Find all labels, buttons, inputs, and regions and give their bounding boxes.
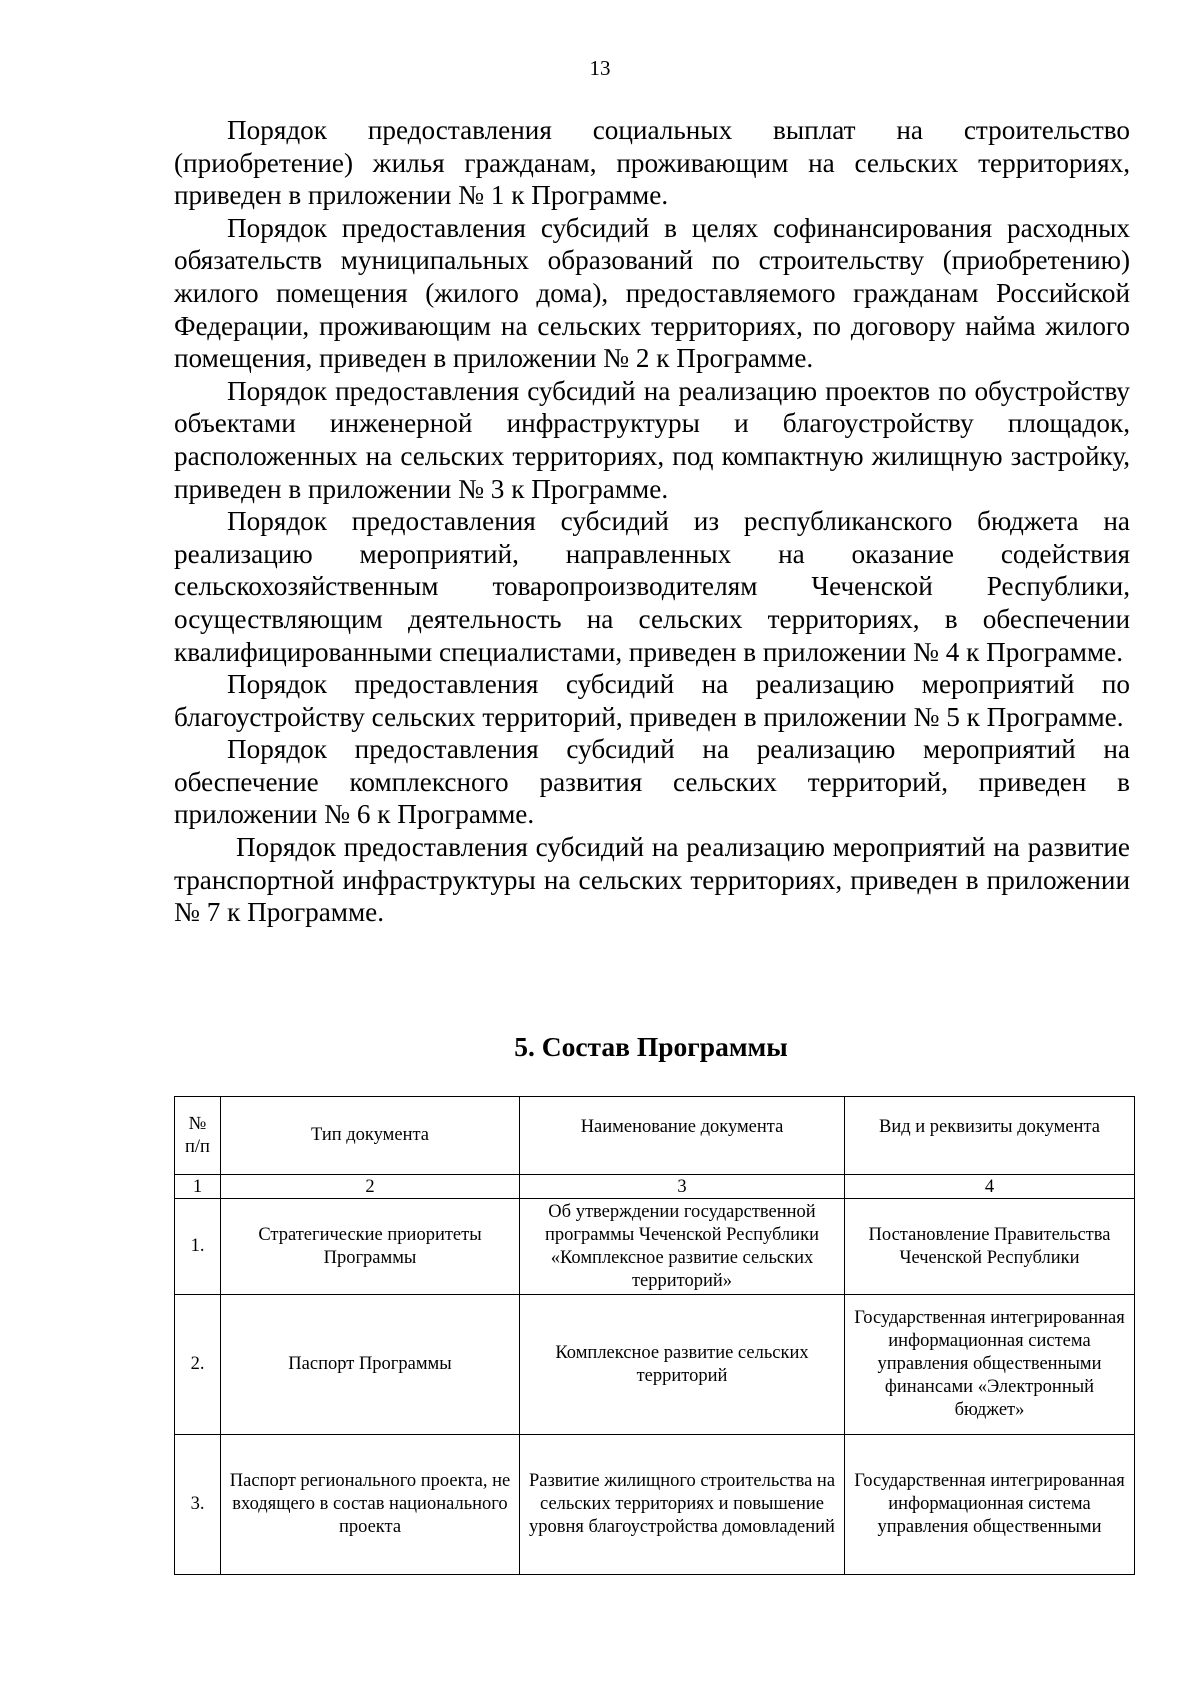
table-row	[175, 1295, 1135, 1435]
body-text	[174, 114, 1130, 929]
column-number: 2	[221, 1175, 520, 1199]
row-number: 1.	[175, 1199, 221, 1295]
column-number: 3	[520, 1175, 845, 1199]
table-row	[175, 1435, 1135, 1575]
row-number: 3.	[175, 1435, 221, 1575]
column-number: 4	[845, 1175, 1135, 1199]
row-type: Паспорт регионального проекта, не входящего в состав национального проекта	[221, 1435, 520, 1575]
row-type: Стратегические приоритеты Программы	[221, 1199, 520, 1295]
paragraph-appendix-2: Порядок предоставления субсидий в целях софинансирования расходных обязательств муниципальных образований по строительству (приобретению) жилого помещения (жилого дома), предоставляемого гражданам Российской Федерации, проживающим на сельских территориях, по договору найма жилого помещения, приведен в приложении № 2 к Программе.	[174, 212, 1130, 374]
header-name	[520, 1097, 845, 1175]
paragraph-appendix-3: Порядок предоставления субсидий на реализацию проектов по обустройству объектами инженерной инфраструктуры и благоустройству площадок, расположенных на сельских территориях, под компактную жилищную застройку, приведен в приложении № 3 к Программе.	[174, 375, 1130, 504]
program-composition-table	[174, 1096, 1135, 1575]
header-name-label: Наименование документа	[580, 1117, 784, 1137]
paragraph-appendix-6: Порядок предоставления субсидий на реализацию мероприятий на обеспечение комплексного развития сельских территорий, приведен в приложении № 6 к Программе.	[174, 734, 1130, 830]
row-requisites: Постановление Правительства Чеченской Республики	[845, 1199, 1135, 1295]
row-name: Комплексное развитие сельских территорий	[520, 1295, 845, 1435]
paragraph-appendix-4: Порядок предоставления субсидий из республиканского бюджета на реализацию мероприятий, направленных на оказание содействия сельскохозяйственным товаропроизводителям Чеченской Республики, осуществляющим деятельность на сельских территориях, в обеспечении квалифицированными специалистами, приведен в приложении № 4 к Программе.	[174, 506, 1130, 667]
header-type	[221, 1097, 520, 1175]
column-number-row	[175, 1175, 1135, 1199]
paragraph-appendix-1: Порядок предоставления социальных выплат на строительство (приобретение) жилья гражданам, проживающим на сельских территориях, приведен в приложении № 1 к Программе.	[174, 115, 1130, 211]
header-requisites	[845, 1097, 1135, 1175]
paragraph-appendix-5: Порядок предоставления субсидий на реализацию мероприятий по благоустройству сельских территорий, приведен в приложении № 5 к Программе.	[174, 669, 1130, 732]
paragraph-appendix-7: Порядок предоставления субсидий на реализацию мероприятий на развитие транспортной инфраструктуры на сельских территориях, приведен в приложении № 7 к Программе.	[174, 832, 1130, 928]
row-number: 2.	[175, 1295, 221, 1435]
table-row	[175, 1199, 1135, 1295]
row-name: Об утверждении государственной программы Чеченской Республики «Комплексное развитие сельских территорий»	[520, 1199, 845, 1295]
row-requisites: Государственная интегрированная информационная система управления общественными	[845, 1435, 1135, 1575]
page-number: 13	[589, 56, 611, 80]
header-type-label: Тип документа	[310, 1125, 429, 1145]
row-requisites: Государственная интегрированная информационная система управления общественными финансами «Электронный бюджет»	[845, 1295, 1135, 1435]
column-number: 1	[175, 1175, 221, 1199]
header-number: № п/п	[175, 1097, 221, 1175]
header-requisites-label: Вид и реквизиты документа	[879, 1117, 1100, 1137]
section-heading: 5. Состав Программы	[514, 1031, 788, 1062]
table-header-row	[175, 1097, 1135, 1175]
row-name: Развитие жилищного строительства на сельских территориях и повышение уровня благоустройства домовладений	[520, 1435, 845, 1575]
row-type: Паспорт Программы	[221, 1295, 520, 1435]
